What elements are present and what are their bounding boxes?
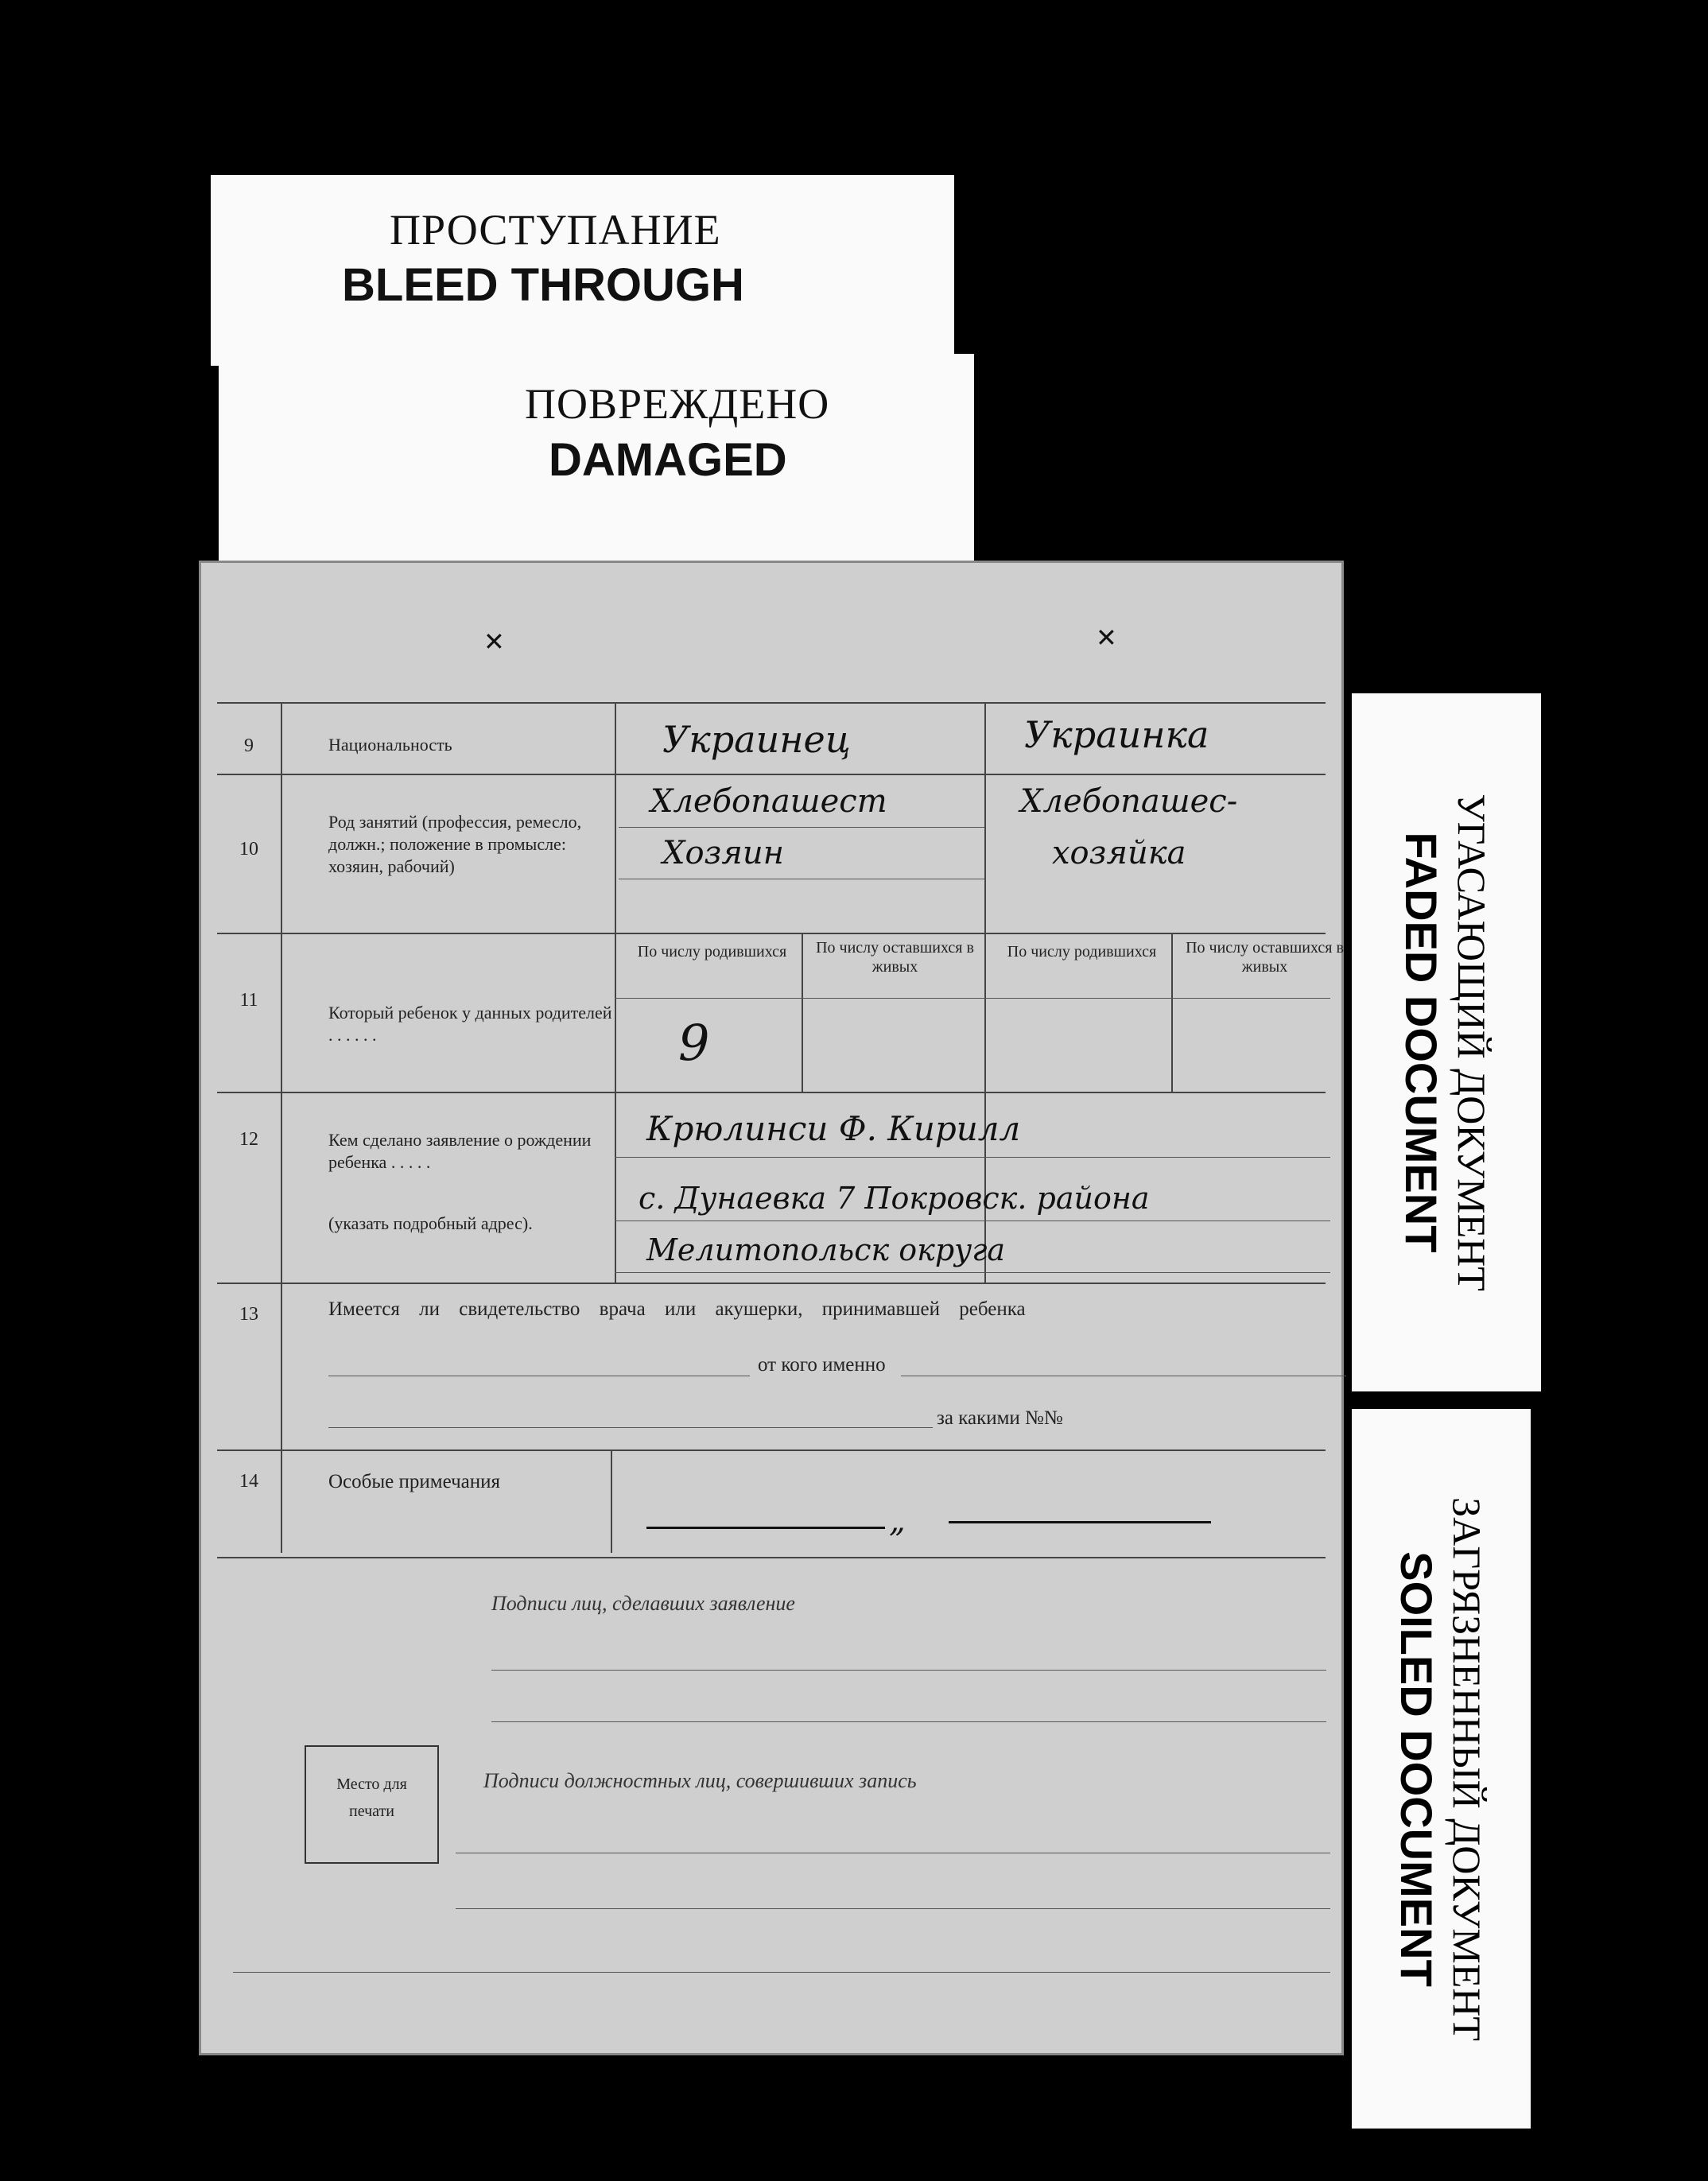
fill-line [491, 1670, 1326, 1671]
fill-line [619, 827, 984, 828]
birth-record-sheet [199, 561, 1344, 2055]
remarks-dash-left [646, 1527, 885, 1529]
grid-line [802, 934, 803, 1093]
soiled-document-tag [1352, 1409, 1531, 2129]
faded-document-tag [1352, 693, 1541, 1391]
child-order-label: Который ребенок у данных родителей . . . . . . [328, 1003, 612, 1045]
soiled-ru: ЗАГРЯЗНЕННЫЙ ДОКУМЕНТ [1444, 1496, 1489, 2041]
damaged-en: DAMAGED [549, 434, 787, 486]
remarks-mark: „ [889, 1503, 906, 1539]
bleed-through-ru: ПРОСТУПАНИЕ [390, 206, 721, 254]
row-child-order [217, 933, 1344, 1093]
occupation-mother-1: Хлебопашес- [1020, 783, 1238, 820]
faded-ru: УГАСАЮЩИЙ ДОКУМЕНТ [1450, 794, 1494, 1291]
applicant-village: с. Дунаевка 7 Покровск. района [639, 1181, 1150, 1216]
row-nationality [217, 702, 1326, 775]
row-occupation [217, 774, 1326, 934]
occupation-father-1: Хлебопашест [650, 783, 887, 820]
row-number: 12 [239, 1129, 258, 1150]
signature-section [217, 1557, 1326, 2035]
certificate-from-whom: от кого именно [758, 1354, 886, 1376]
row-number: 14 [239, 1471, 258, 1492]
row-remarks [217, 1449, 1326, 1554]
stamp-place-label-2: печати [349, 1803, 394, 1820]
col-alive-mother: По числу оставшихся в живых [1186, 939, 1344, 976]
row-applicant [217, 1092, 1326, 1284]
punch-hole-mark-left: ✕ [483, 627, 505, 656]
applicants-signature-label: Подписи лиц, сделавших заявление [491, 1592, 795, 1615]
stamp-place-box [305, 1745, 439, 1864]
fill-line [615, 1157, 1330, 1158]
bleed-through-tag [211, 175, 954, 366]
fill-line [615, 998, 1330, 999]
faded-en: FADED DOCUMENT [1396, 832, 1446, 1253]
nationality-mother: Украинка [1024, 713, 1209, 756]
stamp-place-label: Место для [336, 1775, 407, 1793]
certificate-numbers: за какими №№ [937, 1407, 1063, 1429]
officials-signature-label: Подписи должностных лиц, совершивших запись [483, 1769, 917, 1792]
fill-line [456, 1908, 1330, 1909]
remarks-label: Особые примечания [328, 1471, 500, 1492]
applicant-label: Кем сделано заявление о рождении ребенка . . . . . [328, 1130, 592, 1172]
damaged-ru: ПОВРЕЖДЕНО [525, 380, 830, 428]
row-certificate [217, 1283, 1326, 1451]
fill-line [233, 1972, 1330, 1973]
nationality-label: Национальность [328, 735, 452, 755]
remarks-dash-right [949, 1521, 1211, 1523]
col-born-mother: По числу родившихся [1007, 943, 1157, 960]
bleed-through-en: BLEED THROUGH [342, 259, 744, 311]
punch-hole-mark-right: ✕ [1096, 623, 1117, 652]
certificate-label: Имеется ли свидетельство врача или акушерки, принимавшей ребенка [328, 1298, 1026, 1320]
occupation-father-2: Хозяин [662, 835, 784, 871]
fill-line [615, 1272, 1330, 1273]
child-order-value: 9 [678, 1014, 710, 1072]
row-number: 10 [239, 839, 258, 860]
nationality-father: Украинец [662, 718, 851, 761]
col-born-father: По числу родившихся [637, 943, 787, 960]
soiled-en: SOILED DOCUMENT [1391, 1550, 1442, 1987]
applicant-district: Мелитопольск округа [646, 1232, 1006, 1267]
fill-line [328, 1427, 933, 1428]
occupation-label: Род занятий (профессия, ремесло, должн.; положение в промысле: хозяин, рабочий) [328, 812, 582, 876]
damaged-tag [219, 354, 974, 561]
row-number: 11 [239, 990, 258, 1011]
occupation-mother-2: хозяйка [1052, 835, 1186, 871]
row-number: 9 [244, 735, 254, 756]
applicant-name: Крюлинси Ф. Кирилл [646, 1109, 1021, 1148]
grid-line [1171, 934, 1173, 1093]
fill-line [491, 1721, 1326, 1722]
row-number: 13 [239, 1304, 258, 1325]
col-alive-father: По числу оставшихся в живых [816, 939, 974, 976]
applicant-address-label: (указать подробный адрес). [328, 1213, 533, 1233]
